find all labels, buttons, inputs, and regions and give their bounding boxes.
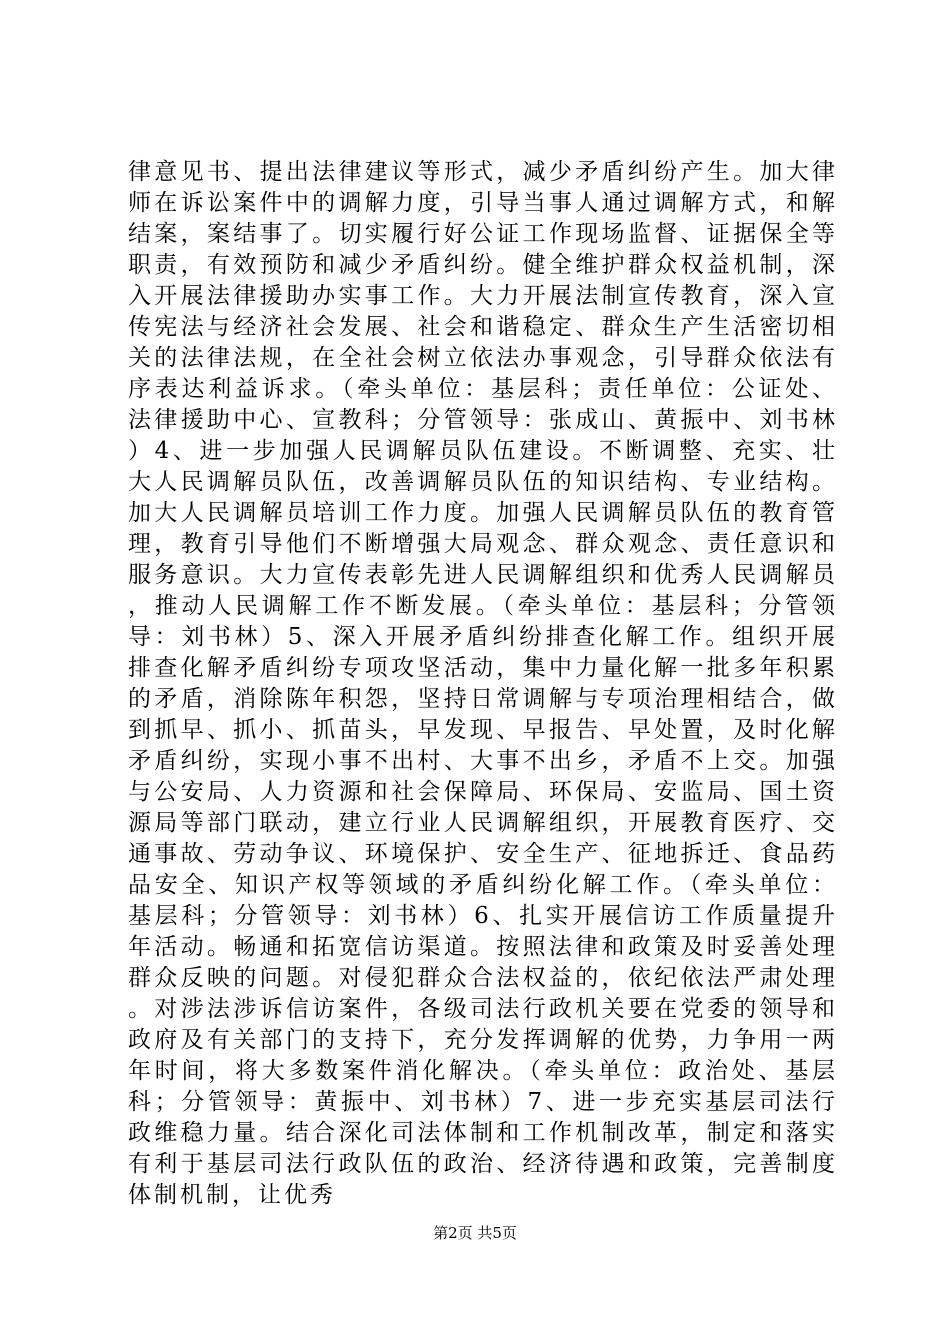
page-footer: 第2页 共5页 (433, 1224, 517, 1242)
body-paragraph: 律意见书、提出法律建议等形式，减少矛盾纠纷产生。加大律师在诉讼案件中的调解力度，引导当事人通过调解方式，和解结案，案结事了。切实履行好公证工作现场监督、证据保全等职责，有效预防和减少矛盾纠纷。健全维护群众权益机制，深入开展法律援助办实事工作。大力开展法制宣传教育，深入宣传宪法与经济社会发展、社会和谐稳定、群众生产生活密切相关的法律法规，在全社会树立依法办事观念，引导群众依法有序表达利益诉求。（牵头单位：基层科；责任单位：公证处、法律援助中心、宣教科；分管领导：张成山、黄振中、刘书林）4、进一步加强人民调解员队伍建设。不断调整、充实、壮大人民调解员队伍，改善调解员队伍的知识结构、专业结构。加大人民调解员培训工作力度。加强人民调解员队伍的教育管理，教育引导他们不断增强大局观念、群众观念、责任意识和服务意识。大力宣传表彰先进人民调解组织和优秀人民调解员，推动人民调解工作不断发展。（牵头单位：基层科；分管领导：刘书林）5、深入开展矛盾纠纷排查化解工作。组织开展排查化解矛盾纠纷专项攻坚活动，集中力量化解一批多年积累的矛盾，消除陈年积怨，坚持日常调解与专项治理相结合，做到抓早、抓小、抓苗头，早发现、早报告、早处置，及时化解矛盾纠纷，实现小事不出村、大事不出乡，矛盾不上交。加强与公安局、人力资源和社会保障局、环保局、安监局、国土资源局等部门联动，建立行业人民调解组织，开展教育医疗、交通事故、劳动争议、环境保护、安全生产、征地拆迁、食品药品安全、知识产权等领域的矛盾纠纷化解工作。（牵头单位：基层科；分管领导：刘书林）6、扎实开展信访工作质量提升年活动。畅通和拓宽信访渠道。按照法律和政策及时妥善处理群众反映的问题。对侵犯群众合法权益的，依纪依法严肃处理。对涉法涉诉信访案件，各级司法行政机关要在党委的领导和政府及有关部门的支持下，充分发挥调解的优势，力争用一两年时间，将大多数案件消化解决。（牵头单位：政治处、基层科；分管领导：黄振中、刘书林）7、进一步充实基层司法行政维稳力量。结合深化司法体制和工作机制改革，制定和落实有利于基层司法行政队伍的政治、经济待遇和政策，完善制度体制机制，让优秀 (128, 159, 838, 1208)
